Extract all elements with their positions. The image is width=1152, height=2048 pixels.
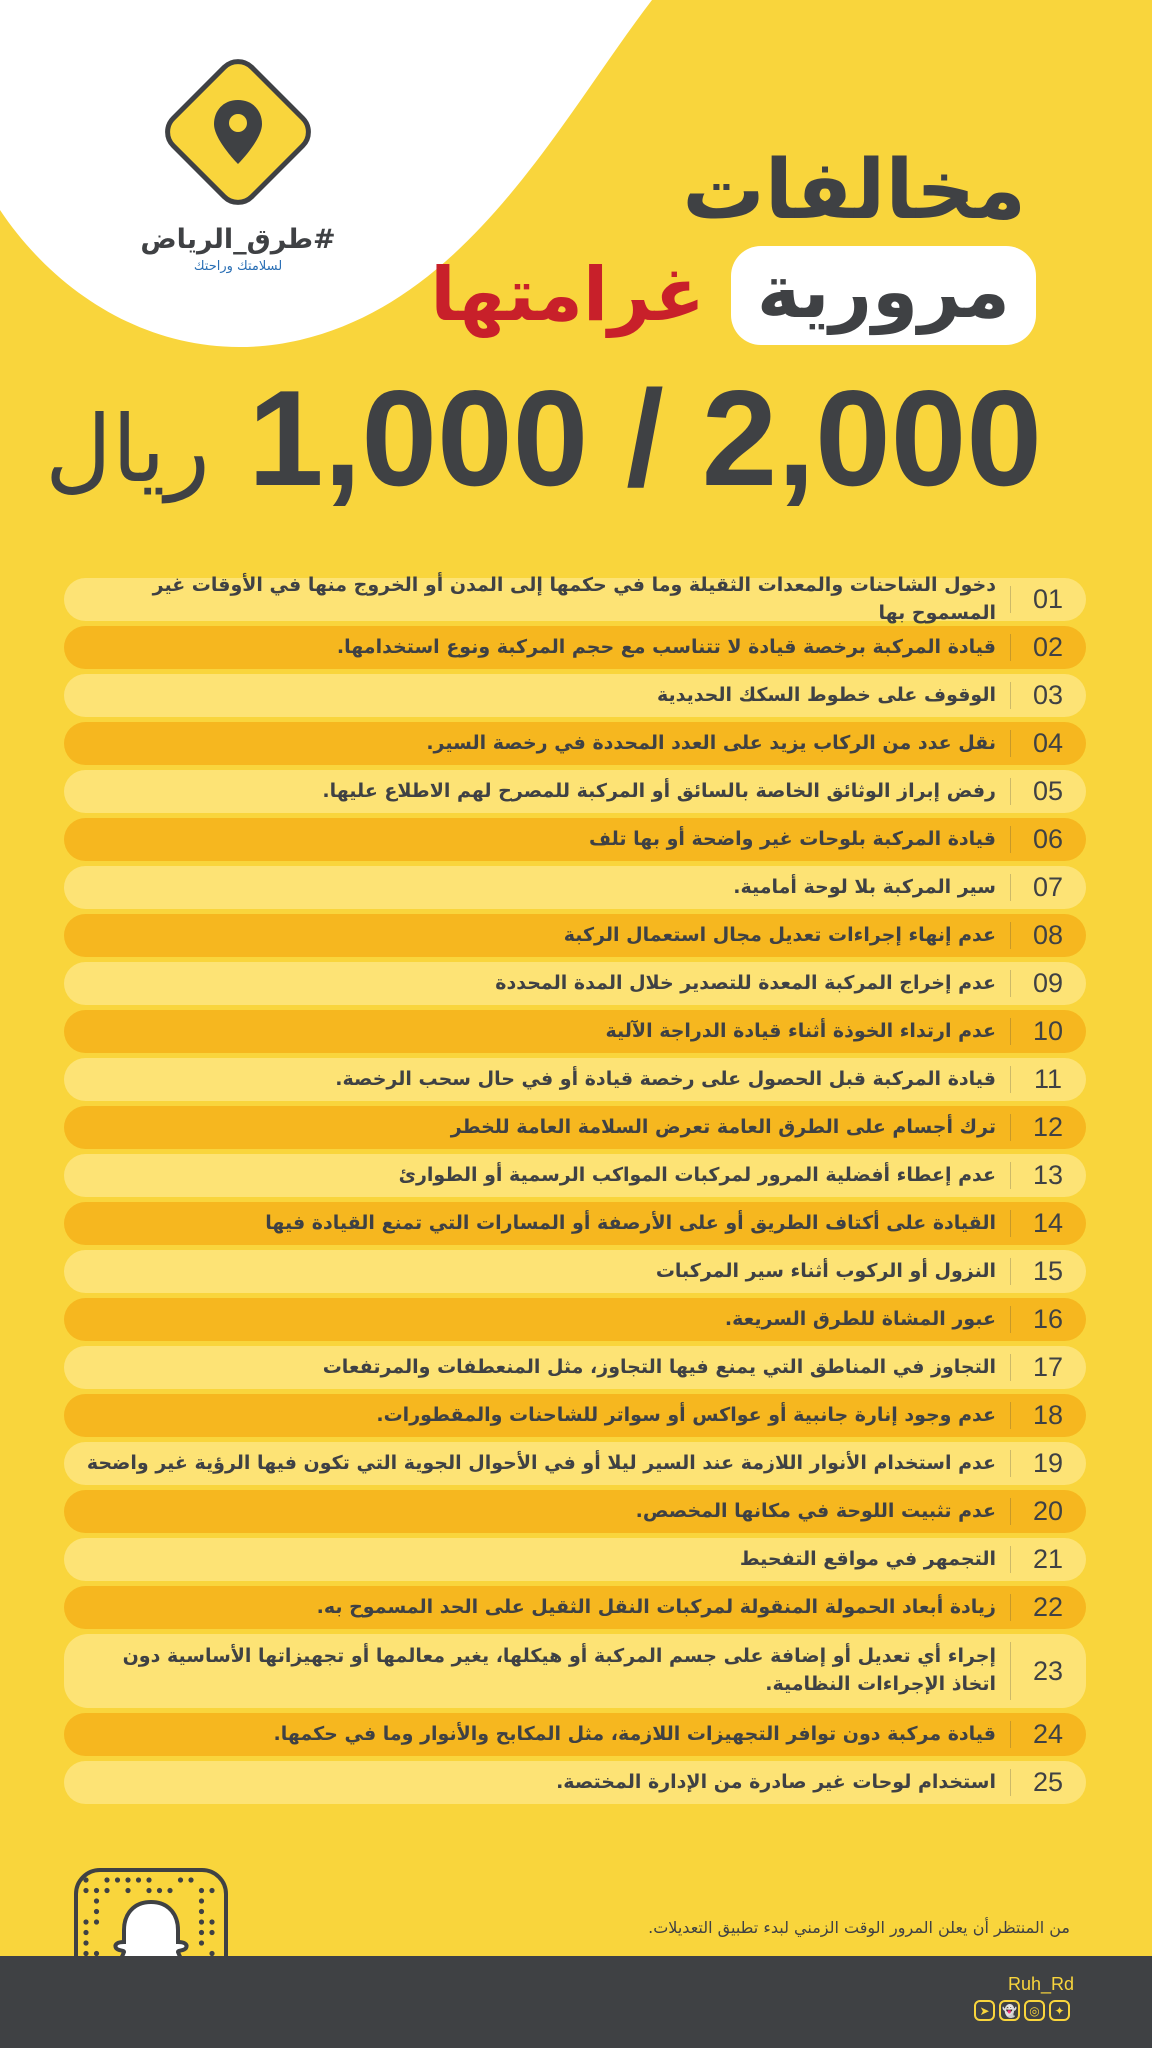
violation-number: 22 [1010, 1586, 1086, 1629]
social-icons [974, 2000, 1070, 2021]
location-pin-icon [208, 96, 268, 168]
violation-number: 14 [1010, 1202, 1086, 1245]
violation-row [64, 818, 1086, 861]
violation-number: 07 [1010, 866, 1086, 909]
violation-text: قيادة مركبة دون توافر التجهيزات اللازمة، مثل المكابح والأنوار وما في حكمها. [273, 1722, 996, 1745]
twitter-icon[interactable]: ✦ [1049, 2000, 1070, 2021]
logo-title: #طرق_الرياض [140, 224, 336, 255]
violation-row [64, 1490, 1086, 1533]
violation-row [64, 1761, 1086, 1804]
headline-title: مخالفات [682, 143, 1026, 238]
violation-text: عبور المشاة للطرق السريعة. [724, 1307, 996, 1330]
violation-row [64, 1713, 1086, 1756]
violation-text: عدم تثبيت اللوحة في مكانها المخصص. [635, 1499, 996, 1522]
violation-row [64, 1106, 1086, 1149]
violation-number: 04 [1010, 722, 1086, 765]
headline-red-word: غرامتها [430, 252, 705, 338]
fine-currency: ريال [45, 396, 210, 503]
violation-number: 01 [1010, 578, 1086, 621]
violation-number: 25 [1010, 1761, 1086, 1804]
violation-text: قيادة المركبة بلوحات غير واضحة أو بها تلف [589, 827, 996, 850]
footer-note: من المنتظر أن يعلن المرور الوقت الزمني لبدء تطبيق التعديلات. [648, 1918, 1070, 1937]
violation-number: 17 [1010, 1346, 1086, 1389]
violation-row [64, 1394, 1086, 1437]
violation-text: عدم إخراج المركبة المعدة للتصدير خلال المدة المحددة [495, 971, 996, 994]
violation-row [64, 1154, 1086, 1197]
violation-text: عدم وجود إنارة جانبية أو عواكس أو سواتر للشاحنات والمقطورات. [376, 1403, 996, 1426]
violation-text: التجمهر في مواقع التفحيط [739, 1547, 996, 1570]
violation-row [64, 1442, 1086, 1485]
violation-row [64, 674, 1086, 717]
violation-number: 12 [1010, 1106, 1086, 1149]
violation-number: 21 [1010, 1538, 1086, 1581]
logo-subtitle: لسلامتك وراحتك [193, 259, 283, 274]
violation-text: التجاوز في المناطق التي يمنع فيها التجاوز، مثل المنعطفات والمرتفعات [322, 1355, 996, 1378]
violation-text: رفض إبراز الوثائق الخاصة بالسائق أو المركبة للمصرح لهم الاطلاع عليها. [322, 779, 996, 802]
violation-number: 02 [1010, 626, 1086, 669]
violation-number: 18 [1010, 1394, 1086, 1437]
violation-number: 08 [1010, 914, 1086, 957]
violation-row [64, 1250, 1086, 1293]
telegram-icon[interactable]: ➤ [974, 2000, 995, 2021]
violation-row [64, 722, 1086, 765]
violation-text: القيادة على أكتاف الطريق أو على الأرصفة أو المسارات التي تمنع القيادة فيها [265, 1211, 996, 1234]
violation-text: عدم إعطاء أفضلية المرور لمركبات المواكب الرسمية أو الطوارئ [398, 1163, 996, 1186]
violation-text: استخدام لوحات غير صادرة من الإدارة المختصة. [556, 1770, 996, 1793]
violation-row [64, 914, 1086, 957]
violation-row [64, 573, 1086, 624]
violation-row [64, 1538, 1086, 1581]
violation-text: زيادة أبعاد الحمولة المنقولة لمركبات النقل الثقيل على الحد المسموح به. [316, 1595, 996, 1618]
violation-text: نقل عدد من الركاب يزيد على العدد المحددة في رخصة السير. [426, 731, 996, 754]
violation-number: 23 [1010, 1634, 1086, 1708]
violation-text: النزول أو الركوب أثناء سير المركبات [655, 1259, 996, 1282]
violation-row [64, 1202, 1086, 1245]
fine-range: 1,000 / 2,000 [247, 362, 1042, 514]
violation-number: 09 [1010, 962, 1086, 1005]
violation-number: 15 [1010, 1250, 1086, 1293]
logo [118, 52, 358, 274]
violation-row [64, 1058, 1086, 1101]
snapchat-icon[interactable]: 👻 [999, 2000, 1020, 2021]
violation-row [64, 866, 1086, 909]
violation-text: عدم ارتداء الخوذة أثناء قيادة الدراجة الآلية [605, 1019, 996, 1042]
violation-number: 05 [1010, 770, 1086, 813]
violation-number: 19 [1010, 1442, 1086, 1485]
violation-text: إجراء أي تعديل أو إضافة على جسم المركبة أو هيكلها، يغير معالمها أو تجهيزاتها الأساسية دون اتخاذ الإجراءات النظامية. [122, 1645, 996, 1695]
violation-text: عدم إنهاء إجراءات تعديل مجال استعمال الركبة [563, 923, 996, 946]
violation-text: الوقوف على خطوط السكك الحديدية [656, 683, 996, 706]
violation-number: 16 [1010, 1298, 1086, 1341]
violation-row [64, 1346, 1086, 1389]
violation-text: ترك أجسام على الطرق العامة تعرض السلامة العامة للخطر [450, 1115, 996, 1138]
fine-amount [45, 362, 1042, 514]
violation-row [64, 962, 1086, 1005]
violation-row [64, 626, 1086, 669]
violation-number: 13 [1010, 1154, 1086, 1197]
violation-row [64, 1586, 1086, 1629]
violation-row [64, 1010, 1086, 1053]
violation-row [64, 1298, 1086, 1341]
headline-subtitle [430, 246, 1036, 345]
violation-number: 20 [1010, 1490, 1086, 1533]
violation-text: قيادة المركبة قبل الحصول على رخصة قيادة أو في حال سحب الرخصة. [335, 1067, 996, 1090]
violation-number: 10 [1010, 1010, 1086, 1053]
instagram-icon[interactable]: ◎ [1024, 2000, 1045, 2021]
violation-number: 11 [1010, 1058, 1086, 1101]
violation-row [64, 1634, 1086, 1708]
violation-number: 24 [1010, 1713, 1086, 1756]
violation-text: دخول الشاحنات والمعدات الثقيلة وما في حكمها إلى المدن أو الخروج منها في الأوقات غير المسموح بها [152, 573, 996, 624]
headline-pill: مرورية [731, 246, 1036, 345]
violation-number: 03 [1010, 674, 1086, 717]
violation-text: سير المركبة بلا لوحة أمامية. [733, 875, 996, 898]
violation-number: 06 [1010, 818, 1086, 861]
violation-text: عدم استخدام الأنوار اللازمة عند السير ليلا أو في الأحوال الجوية التي تكون فيها الرؤية غير واضحة [86, 1451, 996, 1474]
violation-text: قيادة المركبة برخصة قيادة لا تتناسب مع حجم المركبة ونوع استخدامها. [336, 635, 996, 658]
violation-row [64, 770, 1086, 813]
social-handle: Ruh_Rd [1007, 1974, 1074, 1994]
